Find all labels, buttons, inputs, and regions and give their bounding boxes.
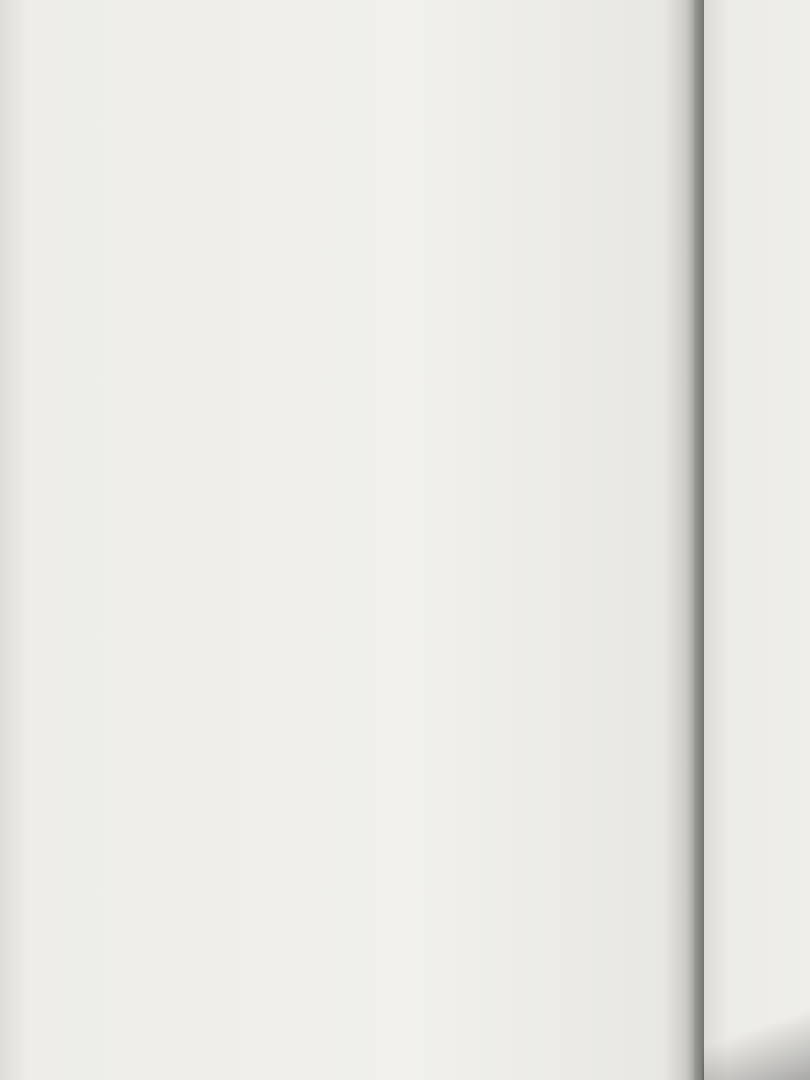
page-curl-shadow xyxy=(702,1000,810,1080)
poem xyxy=(188,45,650,69)
left-page-text xyxy=(60,6,650,89)
right-page xyxy=(694,0,810,1080)
book-gutter xyxy=(664,0,704,1080)
